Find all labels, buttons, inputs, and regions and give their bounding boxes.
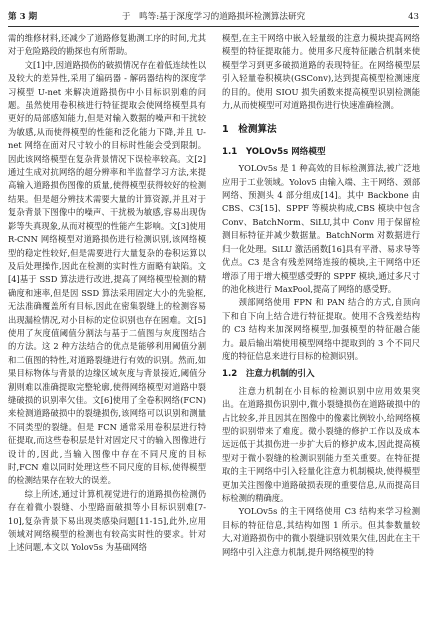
paragraph: 颈部网络使用 FPN 和 PAN 结合的方式,自顶向下和自下向上结合进行特征提取。使用不含残差结构的 C3 结构来加深网络模型,加强模型的特征融合能力。最后输出端使用模型网络中提取到的 3 个不同尺度的特征信息来进行目标的检测识别。 [222,297,420,361]
issue-label: 第 3 期 [8,12,38,22]
paragraph: YOLOv5s 是 1 种高效的目标检测算法,被广泛地应用于工业领域。Yolov5 由输入端、主干网络、颈部网络、预测头 4 部分组成[14]。其中 Backbone 由 CBS、C3[15]、SPPF 等模块构成,CBS 模块中包含 Conv、BatchNorm、SiLU,其中 Conv 用于保留检测目标特征并减少数据量。BatchNorm 对数据进行归一化处理。SiLU 激活函数[16]具有平滑、易求导等优点。C3 是含有残差网络连接的模块,主干网络中还增添了用于增大模型感受野的 SPPF 模块,通过多尺寸的池化核进行 MaxPool,提高了网络的感受野。 [222,163,420,294]
paragraph: 注意力机制在小目标的检测识别中应用效果突出。在道路损伤识别中,微小裂缝损伤在道路破损中的占比较多,并且因其在图像中的像素比例较小,给网络模型的识别带来了难度。微小裂缝的修护工作以及成本远远低于其损伤进一步扩大后的修护成本,因此提高模型对于微小裂缝的检测识别能力至关重要。在特征提取的主干网络中引入轻量化注意力机制模块,使得模型更加关注图像中道路破损表现的重要信息,从而提高目标检测的精确度。 [222,385,420,503]
paragraph: YOLOv5s 的主干网络使用 C3 结构来学习检测目标的特征信息,其结构如图 1 所示。但其参数量较大,对道路损伤中的微小裂缝识别效果欠佳,因此在主干网络中引入注意力机制,提升网络模型的特 [222,506,420,557]
paragraph: 需的维修材料,还减少了道路修复勘测工序的时间,尤其对于危险路段的勘探也有所帮助。 [8,33,206,57]
right-column [222,32,420,626]
paragraph: 文[1]中,因道路损伤的破损情况存在着低连续性以及较大的差异性,采用了编码器 - 解码器结构的深度学习模型 U-net 来解决道路损伤中小目标识别难的问题。虽然使用卷积核进行特征提取会使网络模型具有更好的局部感知能力,但是对输入数据的噪声和干扰较为敏感,从而使得模型的性能和泛化能力下降,并且 U-net 网络在面对尺寸较小的目标时性能会受到限制。因此该网络模型在复杂背景情况下误检率较高。文[2]通过生成对抗网络的超分辨率和半监督学习方法,来提高输入道路损伤图像的质量,使得模型获得较好的检测结果。但是超分辨技术需要大量的计算资源,并且对于复杂背景下图像中的噪声、干扰极为敏感,容易出现伪影等失真现象,从而对模型的性能产生影响。文[3]使用 R-CNN 网络模型对道路损伤进行检测识别,该网络模型的稳定性较好,但是需要进行大量复杂的卷积运算以及后处理操作,因此在检测的实时性方面略有缺陷。文[4]基于 SSD 算法进行改进,提高了网络模型检测的精确度和速率,但是因 SSD 算法采用固定大小的先验框,无法准确覆盖所有目标,因此在密集裂缝上的检测容易出现漏检情况,对小目标的定位识别也存在困难。文[5]使用了灰度值阈值分割法与基于二值图与灰度图结合的方法。这 2 种方法结合的优点是能够利用阈值分割和二值图的特性,对道路裂缝进行有效的识别。然而,如果目标物体与背景的边缘区域灰度与背景接近,阈值分割则难以准确提取完整轮廓,使得网络模型对道路中裂缝破损的识别率欠佳。文[6]使用了全卷积网络(FCN)来检测道路破损中的裂缝损伤,该网络可以识别和测量不同类型的裂缝。但是 FCN 通常采用卷积层进行特征提取,而这些卷积层是针对固定尺寸的输入图像进行设计的,因此,当输入图像中存在不同尺度的目标时,FCN 难以同时处理这些不同尺度的目标,使得模型的检测结果存在较大的误差。 [8,59,206,486]
paragraph: 模型,在主干网络中嵌入轻量级的注意力模块提高网络模型的特征提取能力。使用多尺度特征融合机制来使模型学习到更多破损道路的表现特征。在网络模型层引入轻量卷积模块(GSConv),达到提高模型检测速度的目的。使用 SIOU 损失函数来提高模型识别检测能力,从而使模型可对道路损伤进行快速准确检测。 [222,33,420,111]
running-title: 于 鸣等:基于深度学习的道路损坏检测算法研究 [121,12,306,22]
running-header [8,10,419,24]
subsection-heading: 1.1 YOLOv5s 网络模型 [222,146,326,157]
subsection-heading: 1.2 注意力机制的引入 [222,369,315,380]
page-number: 43 [408,12,419,22]
header-rule [8,26,419,27]
paragraph: 综上所述,通过计算机视觉进行的道路损伤检测仍存在着微小裂缝、小型路面破损等小目标识别难[7-10],复杂背景下易出现类感染问题[11-15],此外,应用领域对网络模型的检测也有较高实时性的要求。针对上述问题,本文以 Yolov5s 为基础网络 [8,488,206,553]
left-column [8,32,206,626]
section-heading: 1 检测算法 [222,124,277,136]
